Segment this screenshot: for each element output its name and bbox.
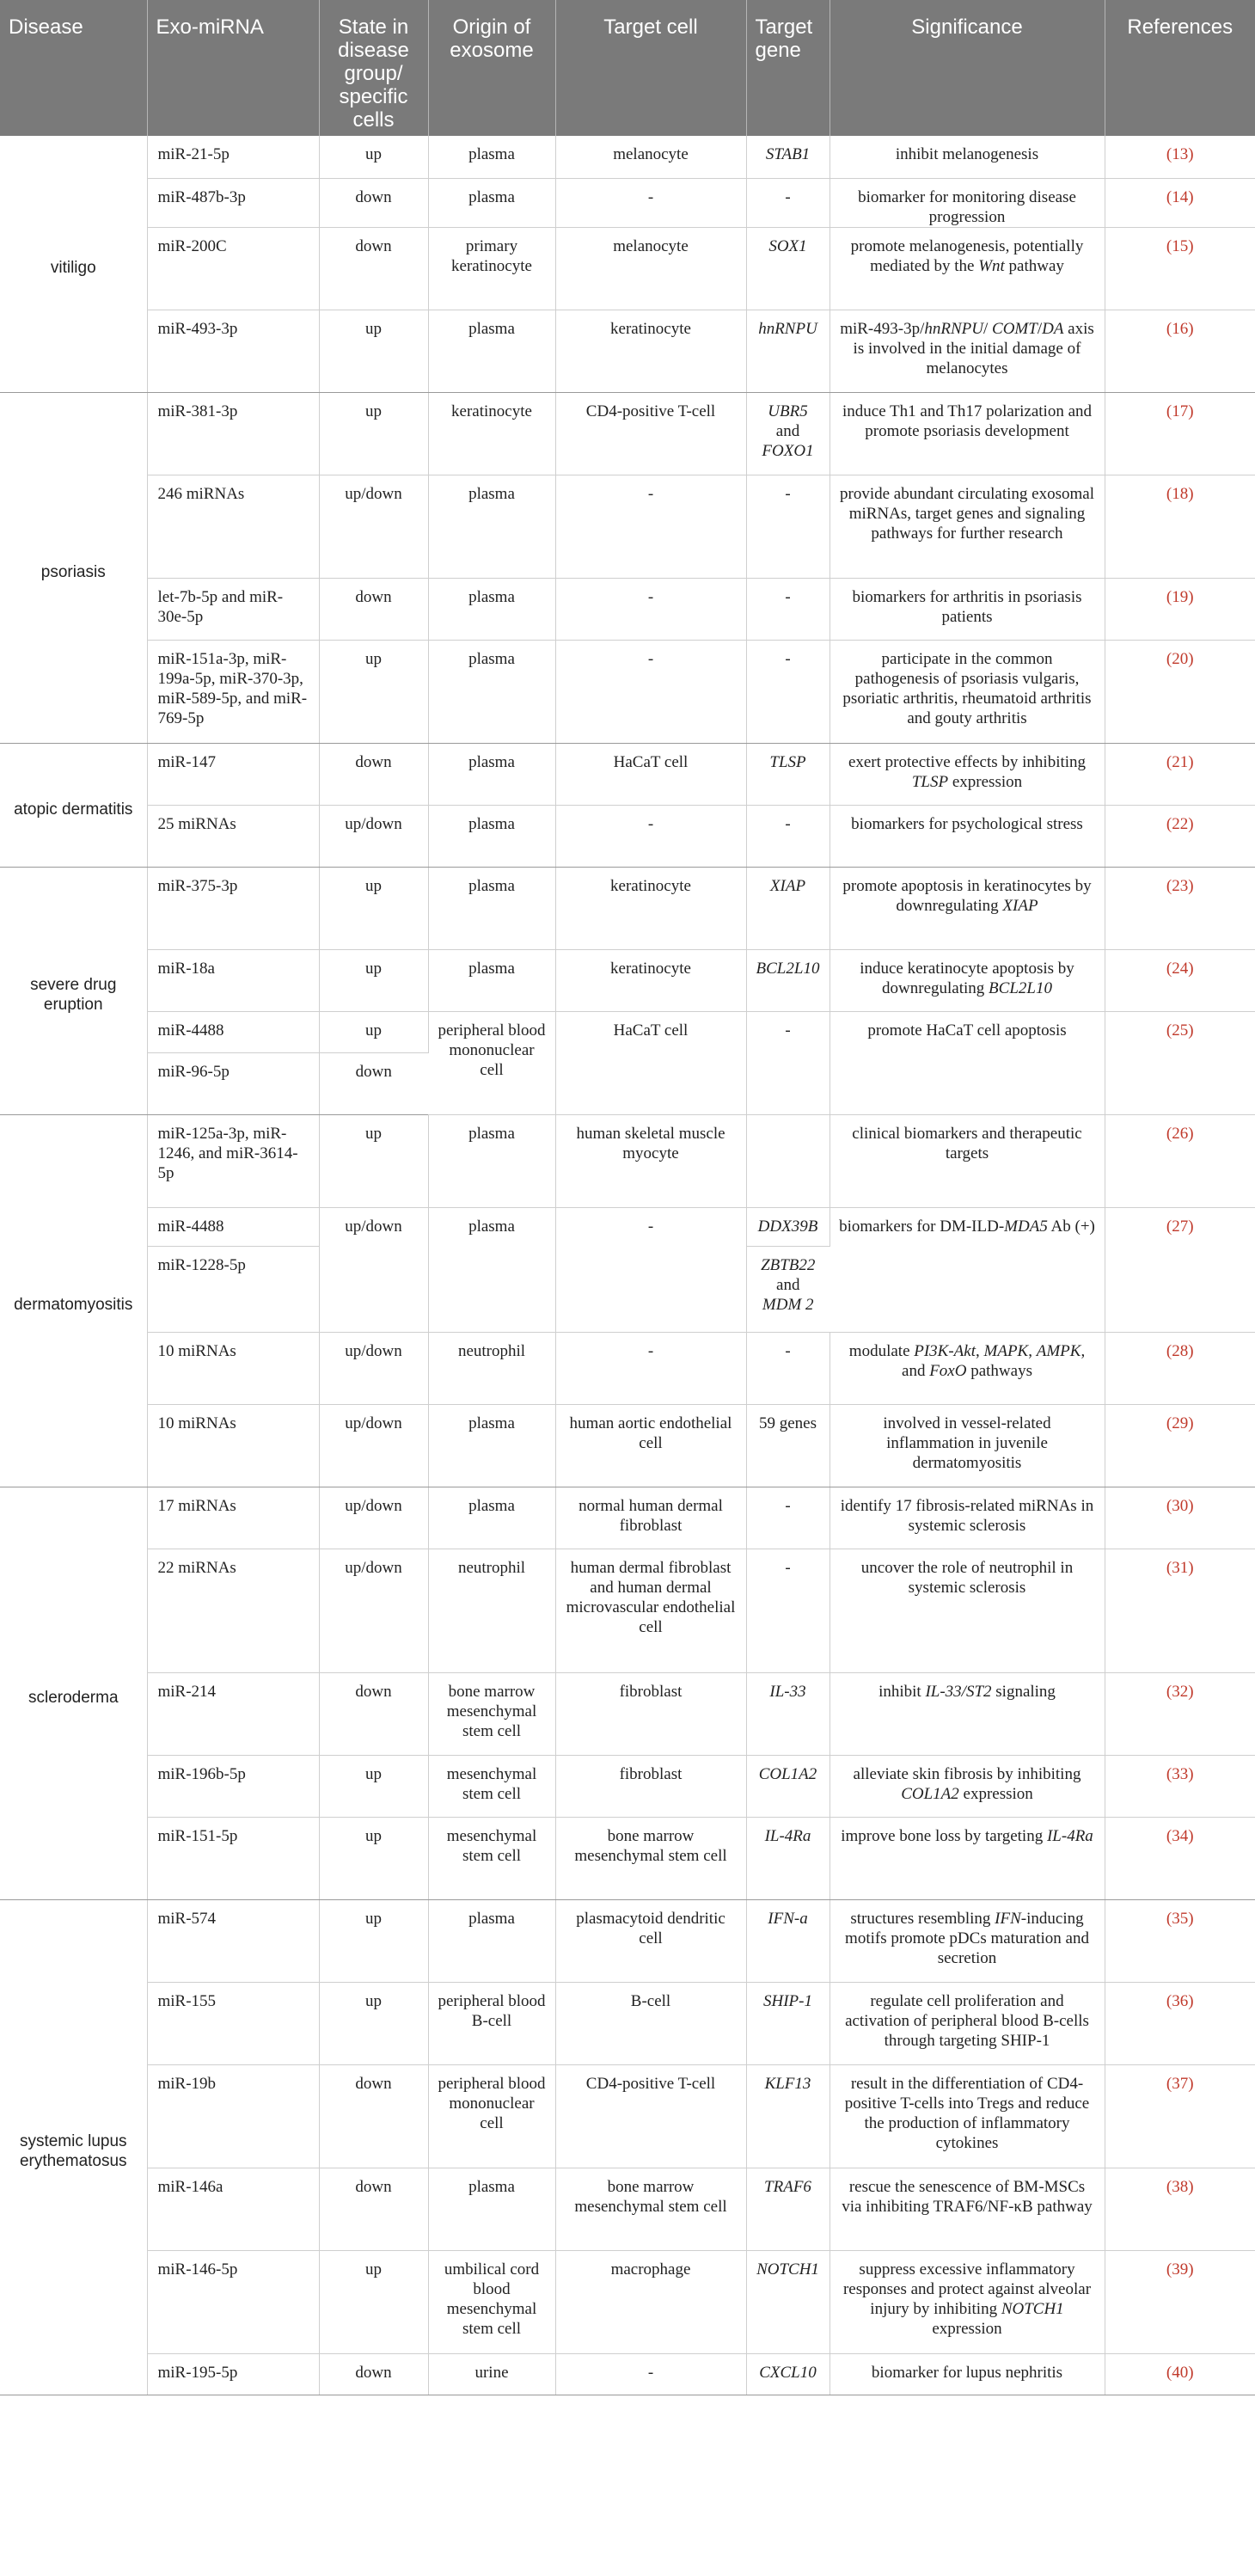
table-row bbox=[0, 2353, 1255, 2395]
exo-mirna-cell: miR-487b-3p bbox=[147, 178, 319, 227]
significance-cell: participate in the common pathogenesis of psoriasis vulgaris, psoriatic arthritis, rheumatoid arthritis and gouty arthritis bbox=[830, 640, 1105, 743]
significance-cell: biomarker for monitoring disease progression bbox=[830, 178, 1105, 227]
significance-cell bbox=[830, 1817, 1105, 1899]
gene-name: MDA5 bbox=[1004, 1217, 1048, 1236]
table-row bbox=[0, 1672, 1255, 1755]
reference-link[interactable]: (40) bbox=[1105, 2353, 1255, 2395]
origin-cell: neutrophil bbox=[428, 1332, 555, 1404]
state-cell: down bbox=[319, 1672, 428, 1755]
state-cell: down bbox=[319, 2064, 428, 2168]
gene-name: COMT bbox=[992, 319, 1038, 338]
state-cell: up/down bbox=[319, 805, 428, 867]
target-gene-cell: STAB1 bbox=[746, 136, 830, 178]
target-gene-cell: - bbox=[746, 1487, 830, 1549]
reference-link[interactable]: (17) bbox=[1105, 392, 1255, 475]
significance-cell bbox=[830, 1755, 1105, 1817]
reference-link[interactable]: (16) bbox=[1105, 310, 1255, 392]
origin-cell: plasma bbox=[428, 743, 555, 805]
target-cell-cell: plasmacytoid dendritic cell bbox=[555, 1899, 746, 1982]
state-cell: up/down bbox=[319, 1487, 428, 1549]
exo-mirna-cell: 10 miRNAs bbox=[147, 1332, 319, 1404]
target-gene-cell: IL-4Ra bbox=[746, 1817, 830, 1899]
significance-text: / bbox=[1037, 319, 1043, 338]
target-cell-cell: B-cell bbox=[555, 1982, 746, 2064]
exo-mirna-cell: miR-96-5p bbox=[147, 1052, 319, 1114]
state-cell: down bbox=[319, 743, 428, 805]
gene-name: IL-33/ST2 bbox=[925, 1682, 992, 1701]
target-gene-cell: - bbox=[746, 475, 830, 578]
disease-cell: atopic dermatitis bbox=[0, 743, 147, 867]
target-cell-cell: fibroblast bbox=[555, 1755, 746, 1817]
pathway-name: AMPK bbox=[1036, 1341, 1081, 1360]
state-cell: up bbox=[319, 640, 428, 743]
gene-name: hnRNPU bbox=[924, 319, 983, 338]
significance-cell: regulate cell proliferation and activation of peripheral blood B-cells through targeting SHIP-1 bbox=[830, 1982, 1105, 2064]
target-cell-cell: normal human dermal fibroblast bbox=[555, 1487, 746, 1549]
significance-cell bbox=[830, 2250, 1105, 2353]
target-gene-cell: KLF13 bbox=[746, 2064, 830, 2168]
origin-cell: primary keratinocyte bbox=[428, 227, 555, 310]
exo-mirna-cell: miR-4488 bbox=[147, 1207, 319, 1246]
target-gene-cell: - bbox=[746, 805, 830, 867]
exo-mirna-cell: miR-200C bbox=[147, 227, 319, 310]
significance-cell: clinical biomarkers and therapeutic targets bbox=[830, 1114, 1105, 1207]
reference-link[interactable]: (31) bbox=[1105, 1549, 1255, 1672]
reference-link[interactable]: (32) bbox=[1105, 1672, 1255, 1755]
exo-mirna-cell: miR-125a-3p, miR-1246, and miR-3614-5p bbox=[147, 1114, 319, 1207]
gene-name: IL-4Ra bbox=[1046, 1826, 1093, 1845]
exo-mirna-cell: miR-151-5p bbox=[147, 1817, 319, 1899]
gene-name: XIAP bbox=[1002, 896, 1038, 915]
disease-cell: scleroderma bbox=[0, 1487, 147, 1899]
gene-conjunction: and bbox=[775, 421, 800, 440]
target-gene-cell: - bbox=[746, 578, 830, 640]
exo-mirna-cell: 10 miRNAs bbox=[147, 1404, 319, 1487]
significance-text: modulate bbox=[848, 1341, 910, 1360]
significance-text: biomarkers for DM-ILD- bbox=[839, 1217, 1005, 1236]
origin-cell: plasma bbox=[428, 1899, 555, 1982]
table-row bbox=[0, 178, 1255, 227]
significance-cell: uncover the role of neutrophil in systemic sclerosis bbox=[830, 1549, 1105, 1672]
reference-link[interactable]: (38) bbox=[1105, 2168, 1255, 2250]
table-row bbox=[0, 640, 1255, 743]
significance-text: inhibit bbox=[878, 1682, 921, 1701]
gene-name: FOXO1 bbox=[762, 441, 814, 460]
exo-mirna-cell: miR-381-3p bbox=[147, 392, 319, 475]
reference-link[interactable]: (36) bbox=[1105, 1982, 1255, 2064]
target-gene-cell: NOTCH1 bbox=[746, 2250, 830, 2353]
disease-cell: severe drug eruption bbox=[0, 867, 147, 1114]
gene-name: IFN bbox=[995, 1909, 1021, 1928]
table-row bbox=[0, 475, 1255, 578]
target-gene-cell: XIAP bbox=[746, 867, 830, 949]
target-cell-cell: CD4-positive T-cell bbox=[555, 392, 746, 475]
pathway-name: MAPK bbox=[983, 1341, 1029, 1360]
target-cell-cell: macrophage bbox=[555, 2250, 746, 2353]
exo-mirna-cell: miR-196b-5p bbox=[147, 1755, 319, 1817]
significance-text: promote melanogenesis, potentially mediated by the bbox=[850, 236, 1084, 275]
target-cell-cell: - bbox=[555, 475, 746, 578]
origin-cell: plasma bbox=[428, 178, 555, 227]
target-gene-cell bbox=[746, 1114, 830, 1207]
target-cell-cell: CD4-positive T-cell bbox=[555, 2064, 746, 2168]
state-cell: up bbox=[319, 1114, 428, 1207]
origin-cell: peripheral blood mononuclear cell bbox=[428, 2064, 555, 2168]
table-row bbox=[0, 2168, 1255, 2250]
target-gene-cell: IFN-a bbox=[746, 1899, 830, 1982]
exo-mirna-cell: miR-375-3p bbox=[147, 867, 319, 949]
significance-text: alleviate skin fibrosis by inhibiting bbox=[853, 1764, 1081, 1783]
gene-name: DA bbox=[1042, 319, 1064, 338]
target-cell-cell: human aortic endothelial cell bbox=[555, 1404, 746, 1487]
target-cell-cell: bone marrow mesenchymal stem cell bbox=[555, 1817, 746, 1899]
origin-cell: plasma bbox=[428, 1114, 555, 1207]
significance-cell bbox=[830, 743, 1105, 805]
target-cell-cell: keratinocyte bbox=[555, 949, 746, 1011]
significance-cell bbox=[830, 1207, 1105, 1332]
significance-cell: involved in vessel-related inflammation in juvenile dermatomyositis bbox=[830, 1404, 1105, 1487]
target-cell-cell: keratinocyte bbox=[555, 310, 746, 392]
significance-text: , bbox=[976, 1341, 980, 1360]
target-cell-cell: - bbox=[555, 1207, 746, 1332]
header-target-cell: Target cell bbox=[555, 0, 746, 136]
state-cell: down bbox=[319, 578, 428, 640]
state-cell: down bbox=[319, 2168, 428, 2250]
target-cell-cell: fibroblast bbox=[555, 1672, 746, 1755]
significance-text: Ab (+) bbox=[1050, 1217, 1095, 1236]
table-row bbox=[0, 1817, 1255, 1899]
significance-cell: identify 17 fibrosis-related miRNAs in systemic sclerosis bbox=[830, 1487, 1105, 1549]
state-cell: down bbox=[319, 178, 428, 227]
reference-link[interactable]: (29) bbox=[1105, 1404, 1255, 1487]
origin-cell: plasma bbox=[428, 805, 555, 867]
pathway-name: Wnt bbox=[978, 256, 1005, 275]
state-cell: up/down bbox=[319, 475, 428, 578]
exo-mirna-cell: miR-146-5p bbox=[147, 2250, 319, 2353]
reference-link[interactable]: (24) bbox=[1105, 949, 1255, 1011]
disease-cell: vitiligo bbox=[0, 136, 147, 392]
table-row bbox=[0, 578, 1255, 640]
exo-mirna-cell: miR-4488 bbox=[147, 1011, 319, 1052]
table-row bbox=[0, 2250, 1255, 2353]
significance-text: pathways bbox=[970, 1361, 1032, 1380]
state-cell: down bbox=[319, 227, 428, 310]
reference-link[interactable]: (37) bbox=[1105, 2064, 1255, 2168]
table-row bbox=[0, 1982, 1255, 2064]
significance-cell: induce Th1 and Th17 polarization and promote psoriasis development bbox=[830, 392, 1105, 475]
origin-cell: bone marrow mesenchymal stem cell bbox=[428, 1672, 555, 1755]
exo-mirna-cell: 246 miRNAs bbox=[147, 475, 319, 578]
gene-name: COL1A2 bbox=[901, 1784, 959, 1803]
reference-link[interactable]: (25) bbox=[1105, 1011, 1255, 1114]
target-gene-cell: CXCL10 bbox=[746, 2353, 830, 2395]
state-cell: up bbox=[319, 392, 428, 475]
significance-cell: biomarker for lupus nephritis bbox=[830, 2353, 1105, 2395]
header-disease: Disease bbox=[0, 0, 147, 136]
disease-cell: psoriasis bbox=[0, 392, 147, 743]
target-cell-cell: - bbox=[555, 2353, 746, 2395]
reference-link[interactable]: (28) bbox=[1105, 1332, 1255, 1404]
significance-text: axis is involved in the initial damage of melanocytes bbox=[853, 319, 1094, 377]
table-row bbox=[0, 136, 1255, 178]
exo-mirna-cell: miR-214 bbox=[147, 1672, 319, 1755]
reference-link[interactable]: (30) bbox=[1105, 1487, 1255, 1549]
origin-cell: plasma bbox=[428, 2168, 555, 2250]
table-row bbox=[0, 1207, 1255, 1246]
target-cell-cell: melanocyte bbox=[555, 136, 746, 178]
reference-link[interactable]: (35) bbox=[1105, 1899, 1255, 1982]
target-cell-cell: - bbox=[555, 805, 746, 867]
state-cell: up bbox=[319, 136, 428, 178]
target-cell-cell: HaCaT cell bbox=[555, 743, 746, 805]
table-row bbox=[0, 1404, 1255, 1487]
table-row bbox=[0, 1487, 1255, 1549]
target-gene-cell: SHIP-1 bbox=[746, 1982, 830, 2064]
reference-link[interactable]: (27) bbox=[1105, 1207, 1255, 1332]
header-significance: Significance bbox=[830, 0, 1105, 136]
state-cell: down bbox=[319, 1052, 428, 1114]
significance-cell: provide abundant circulating exosomal miRNAs, target genes and signaling pathways for further research bbox=[830, 475, 1105, 578]
reference-link[interactable]: (14) bbox=[1105, 178, 1255, 227]
significance-text: induce keratinocyte apoptosis by downregulating bbox=[860, 959, 1074, 997]
target-cell-cell: melanocyte bbox=[555, 227, 746, 310]
target-gene-cell: SOX1 bbox=[746, 227, 830, 310]
gene-name: NOTCH1 bbox=[1001, 2299, 1064, 2318]
target-gene-cell: hnRNPU bbox=[746, 310, 830, 392]
state-cell: up bbox=[319, 1982, 428, 2064]
exo-mirna-cell: miR-19b bbox=[147, 2064, 319, 2168]
origin-cell: urine bbox=[428, 2353, 555, 2395]
origin-cell: neutrophil bbox=[428, 1549, 555, 1672]
table-row bbox=[0, 743, 1255, 805]
significance-text: signaling bbox=[995, 1682, 1056, 1701]
significance-text: expression bbox=[932, 2319, 1002, 2338]
target-cell-cell: - bbox=[555, 178, 746, 227]
pathway-name: PI3K-Akt bbox=[914, 1341, 976, 1360]
reference-link[interactable]: (19) bbox=[1105, 578, 1255, 640]
target-gene-cell: DDX39B bbox=[746, 1207, 830, 1246]
target-gene-cell: - bbox=[746, 1549, 830, 1672]
reference-link[interactable]: (18) bbox=[1105, 475, 1255, 578]
origin-cell: umbilical cord blood mesenchymal stem cell bbox=[428, 2250, 555, 2353]
target-cell-cell: keratinocyte bbox=[555, 867, 746, 949]
disease-cell: dermatomyositis bbox=[0, 1114, 147, 1487]
gene-name: TLSP bbox=[911, 772, 949, 791]
origin-cell: plasma bbox=[428, 640, 555, 743]
reference-link[interactable]: (23) bbox=[1105, 867, 1255, 949]
origin-cell: plasma bbox=[428, 1207, 555, 1332]
origin-cell: mesenchymal stem cell bbox=[428, 1755, 555, 1817]
significance-cell bbox=[830, 310, 1105, 392]
exo-mirna-cell: miR-1228-5p bbox=[147, 1246, 319, 1332]
reference-link[interactable]: (15) bbox=[1105, 227, 1255, 310]
state-cell: up bbox=[319, 2250, 428, 2353]
target-cell-cell: human skeletal muscle myocyte bbox=[555, 1114, 746, 1207]
significance-cell: result in the differentiation of CD4-positive T-cells into Tregs and reduce the production of inflammatory cytokines bbox=[830, 2064, 1105, 2168]
gene-name: MDM 2 bbox=[762, 1295, 814, 1314]
state-cell: up bbox=[319, 949, 428, 1011]
significance-text: structures resembling bbox=[850, 1909, 991, 1928]
significance-cell: biomarkers for psychological stress bbox=[830, 805, 1105, 867]
origin-cell: plasma bbox=[428, 136, 555, 178]
state-cell: down bbox=[319, 2353, 428, 2395]
table-row bbox=[0, 227, 1255, 310]
target-gene-cell: BCL2L10 bbox=[746, 949, 830, 1011]
significance-cell bbox=[830, 1332, 1105, 1404]
state-cell: up/down bbox=[319, 1207, 428, 1332]
significance-text: improve bone loss by targeting bbox=[841, 1826, 1044, 1845]
reference-link[interactable]: (26) bbox=[1105, 1114, 1255, 1207]
exo-mirna-cell: 22 miRNAs bbox=[147, 1549, 319, 1672]
table-row bbox=[0, 1114, 1255, 1207]
target-gene-cell: - bbox=[746, 640, 830, 743]
exo-mirna-cell: miR-147 bbox=[147, 743, 319, 805]
header-references: References bbox=[1105, 0, 1255, 136]
origin-cell: plasma bbox=[428, 578, 555, 640]
significance-cell bbox=[830, 949, 1105, 1011]
disease-cell: systemic lupus erythematosus bbox=[0, 1899, 147, 2395]
significance-text: suppress excessive inflammatory responses and protect against alveolar injury by inhibiting bbox=[842, 2260, 1092, 2318]
reference-link[interactable]: (20) bbox=[1105, 640, 1255, 743]
significance-text: expression bbox=[952, 772, 1023, 791]
table-row bbox=[0, 2064, 1255, 2168]
state-cell: up bbox=[319, 1011, 428, 1052]
origin-cell: plasma bbox=[428, 1404, 555, 1487]
significance-text: / bbox=[983, 319, 989, 338]
significance-cell: rescue the senescence of BM-MSCs via inhibiting TRAF6/NF-κB pathway bbox=[830, 2168, 1105, 2250]
reference-link[interactable]: (13) bbox=[1105, 136, 1255, 178]
origin-cell: plasma bbox=[428, 1487, 555, 1549]
reference-link[interactable]: (34) bbox=[1105, 1817, 1255, 1899]
target-cell-cell: human dermal fibroblast and human dermal microvascular endothelial cell bbox=[555, 1549, 746, 1672]
exo-mirna-cell: miR-155 bbox=[147, 1982, 319, 2064]
gene-name: BCL2L10 bbox=[989, 978, 1052, 997]
state-cell: up/down bbox=[319, 1404, 428, 1487]
table-row bbox=[0, 867, 1255, 949]
table-row bbox=[0, 1755, 1255, 1817]
reference-link[interactable]: (33) bbox=[1105, 1755, 1255, 1817]
table-row bbox=[0, 392, 1255, 475]
table-row bbox=[0, 1332, 1255, 1404]
exo-mirna-cell: miR-574 bbox=[147, 1899, 319, 1982]
state-cell: up bbox=[319, 310, 428, 392]
significance-cell bbox=[830, 227, 1105, 310]
significance-text: -inducing motifs promote pDCs maturation and secretion bbox=[845, 1909, 1089, 1967]
origin-cell: peripheral blood B-cell bbox=[428, 1982, 555, 2064]
exo-mirna-cell: miR-493-3p bbox=[147, 310, 319, 392]
significance-text: , and bbox=[902, 1341, 1086, 1380]
origin-cell: plasma bbox=[428, 949, 555, 1011]
target-gene-cell: - bbox=[746, 1011, 830, 1114]
exo-mirna-cell: miR-146a bbox=[147, 2168, 319, 2250]
header-target-gene: Target gene bbox=[746, 0, 830, 136]
origin-cell: peripheral blood mononuclear cell bbox=[428, 1011, 555, 1114]
exo-mirna-cell: miR-195-5p bbox=[147, 2353, 319, 2395]
significance-text: pathway bbox=[1008, 256, 1064, 275]
significance-cell: biomarkers for arthritis in psoriasis patients bbox=[830, 578, 1105, 640]
origin-cell: plasma bbox=[428, 867, 555, 949]
significance-cell bbox=[830, 1672, 1105, 1755]
gene-conjunction: and bbox=[776, 1275, 800, 1294]
exo-mirna-cell: miR-18a bbox=[147, 949, 319, 1011]
origin-cell: keratinocyte bbox=[428, 392, 555, 475]
target-gene-cell: TLSP bbox=[746, 743, 830, 805]
header-exo-mirna: Exo-miRNA bbox=[147, 0, 319, 136]
exo-mirna-cell: miR-21-5p bbox=[147, 136, 319, 178]
target-gene-cell: - bbox=[746, 1332, 830, 1404]
table-row bbox=[0, 1011, 1255, 1052]
table-row bbox=[0, 1549, 1255, 1672]
state-cell: up bbox=[319, 1755, 428, 1817]
significance-text: promote apoptosis in keratinocytes by downregulating bbox=[842, 876, 1092, 915]
origin-cell: mesenchymal stem cell bbox=[428, 1817, 555, 1899]
state-cell: up/down bbox=[319, 1332, 428, 1404]
exo-mirna-cell: 17 miRNAs bbox=[147, 1487, 319, 1549]
target-gene-cell: TRAF6 bbox=[746, 2168, 830, 2250]
target-cell-cell: - bbox=[555, 578, 746, 640]
target-gene-cell: IL-33 bbox=[746, 1672, 830, 1755]
target-cell-cell: - bbox=[555, 1332, 746, 1404]
header-state: State in disease group/ specific cells bbox=[319, 0, 428, 136]
state-cell: up bbox=[319, 867, 428, 949]
origin-cell: plasma bbox=[428, 310, 555, 392]
table-header-row bbox=[0, 0, 1255, 136]
reference-link[interactable]: (22) bbox=[1105, 805, 1255, 867]
state-cell: up bbox=[319, 1817, 428, 1899]
exo-mirna-cell: 25 miRNAs bbox=[147, 805, 319, 867]
origin-cell: plasma bbox=[428, 475, 555, 578]
state-cell: up bbox=[319, 1899, 428, 1982]
table-row bbox=[0, 949, 1255, 1011]
table-row bbox=[0, 310, 1255, 392]
target-gene-cell bbox=[746, 392, 830, 475]
significance-text: expression bbox=[963, 1784, 1033, 1803]
significance-cell: inhibit melanogenesis bbox=[830, 136, 1105, 178]
target-cell-cell: HaCaT cell bbox=[555, 1011, 746, 1114]
target-cell-cell: - bbox=[555, 640, 746, 743]
target-gene-cell: - bbox=[746, 178, 830, 227]
significance-cell bbox=[830, 1899, 1105, 1982]
target-gene-cell: 59 genes bbox=[746, 1404, 830, 1487]
target-cell-cell: bone marrow mesenchymal stem cell bbox=[555, 2168, 746, 2250]
table-row bbox=[0, 1899, 1255, 1982]
significance-cell: promote HaCaT cell apoptosis bbox=[830, 1011, 1105, 1114]
exo-mirna-cell: miR-151a-3p, miR-199a-5p, miR-370-3p, miR-589-5p, and miR-769-5p bbox=[147, 640, 319, 743]
table-row bbox=[0, 805, 1255, 867]
reference-link[interactable]: (21) bbox=[1105, 743, 1255, 805]
significance-cell bbox=[830, 867, 1105, 949]
target-gene-cell bbox=[746, 1246, 830, 1332]
gene-name: UBR5 bbox=[768, 402, 808, 420]
state-cell: up/down bbox=[319, 1549, 428, 1672]
significance-text: , bbox=[1028, 1341, 1032, 1360]
pathway-name: FoxO bbox=[929, 1361, 967, 1380]
gene-name: ZBTB22 bbox=[761, 1255, 816, 1274]
significance-text: miR-493-3p/ bbox=[840, 319, 925, 338]
target-gene-cell: COL1A2 bbox=[746, 1755, 830, 1817]
header-origin: Origin of exosome bbox=[428, 0, 555, 136]
significance-text: exert protective effects by inhibiting bbox=[848, 752, 1087, 771]
exo-mirna-cell: let-7b-5p and miR-30e-5p bbox=[147, 578, 319, 640]
reference-link[interactable]: (39) bbox=[1105, 2250, 1255, 2353]
